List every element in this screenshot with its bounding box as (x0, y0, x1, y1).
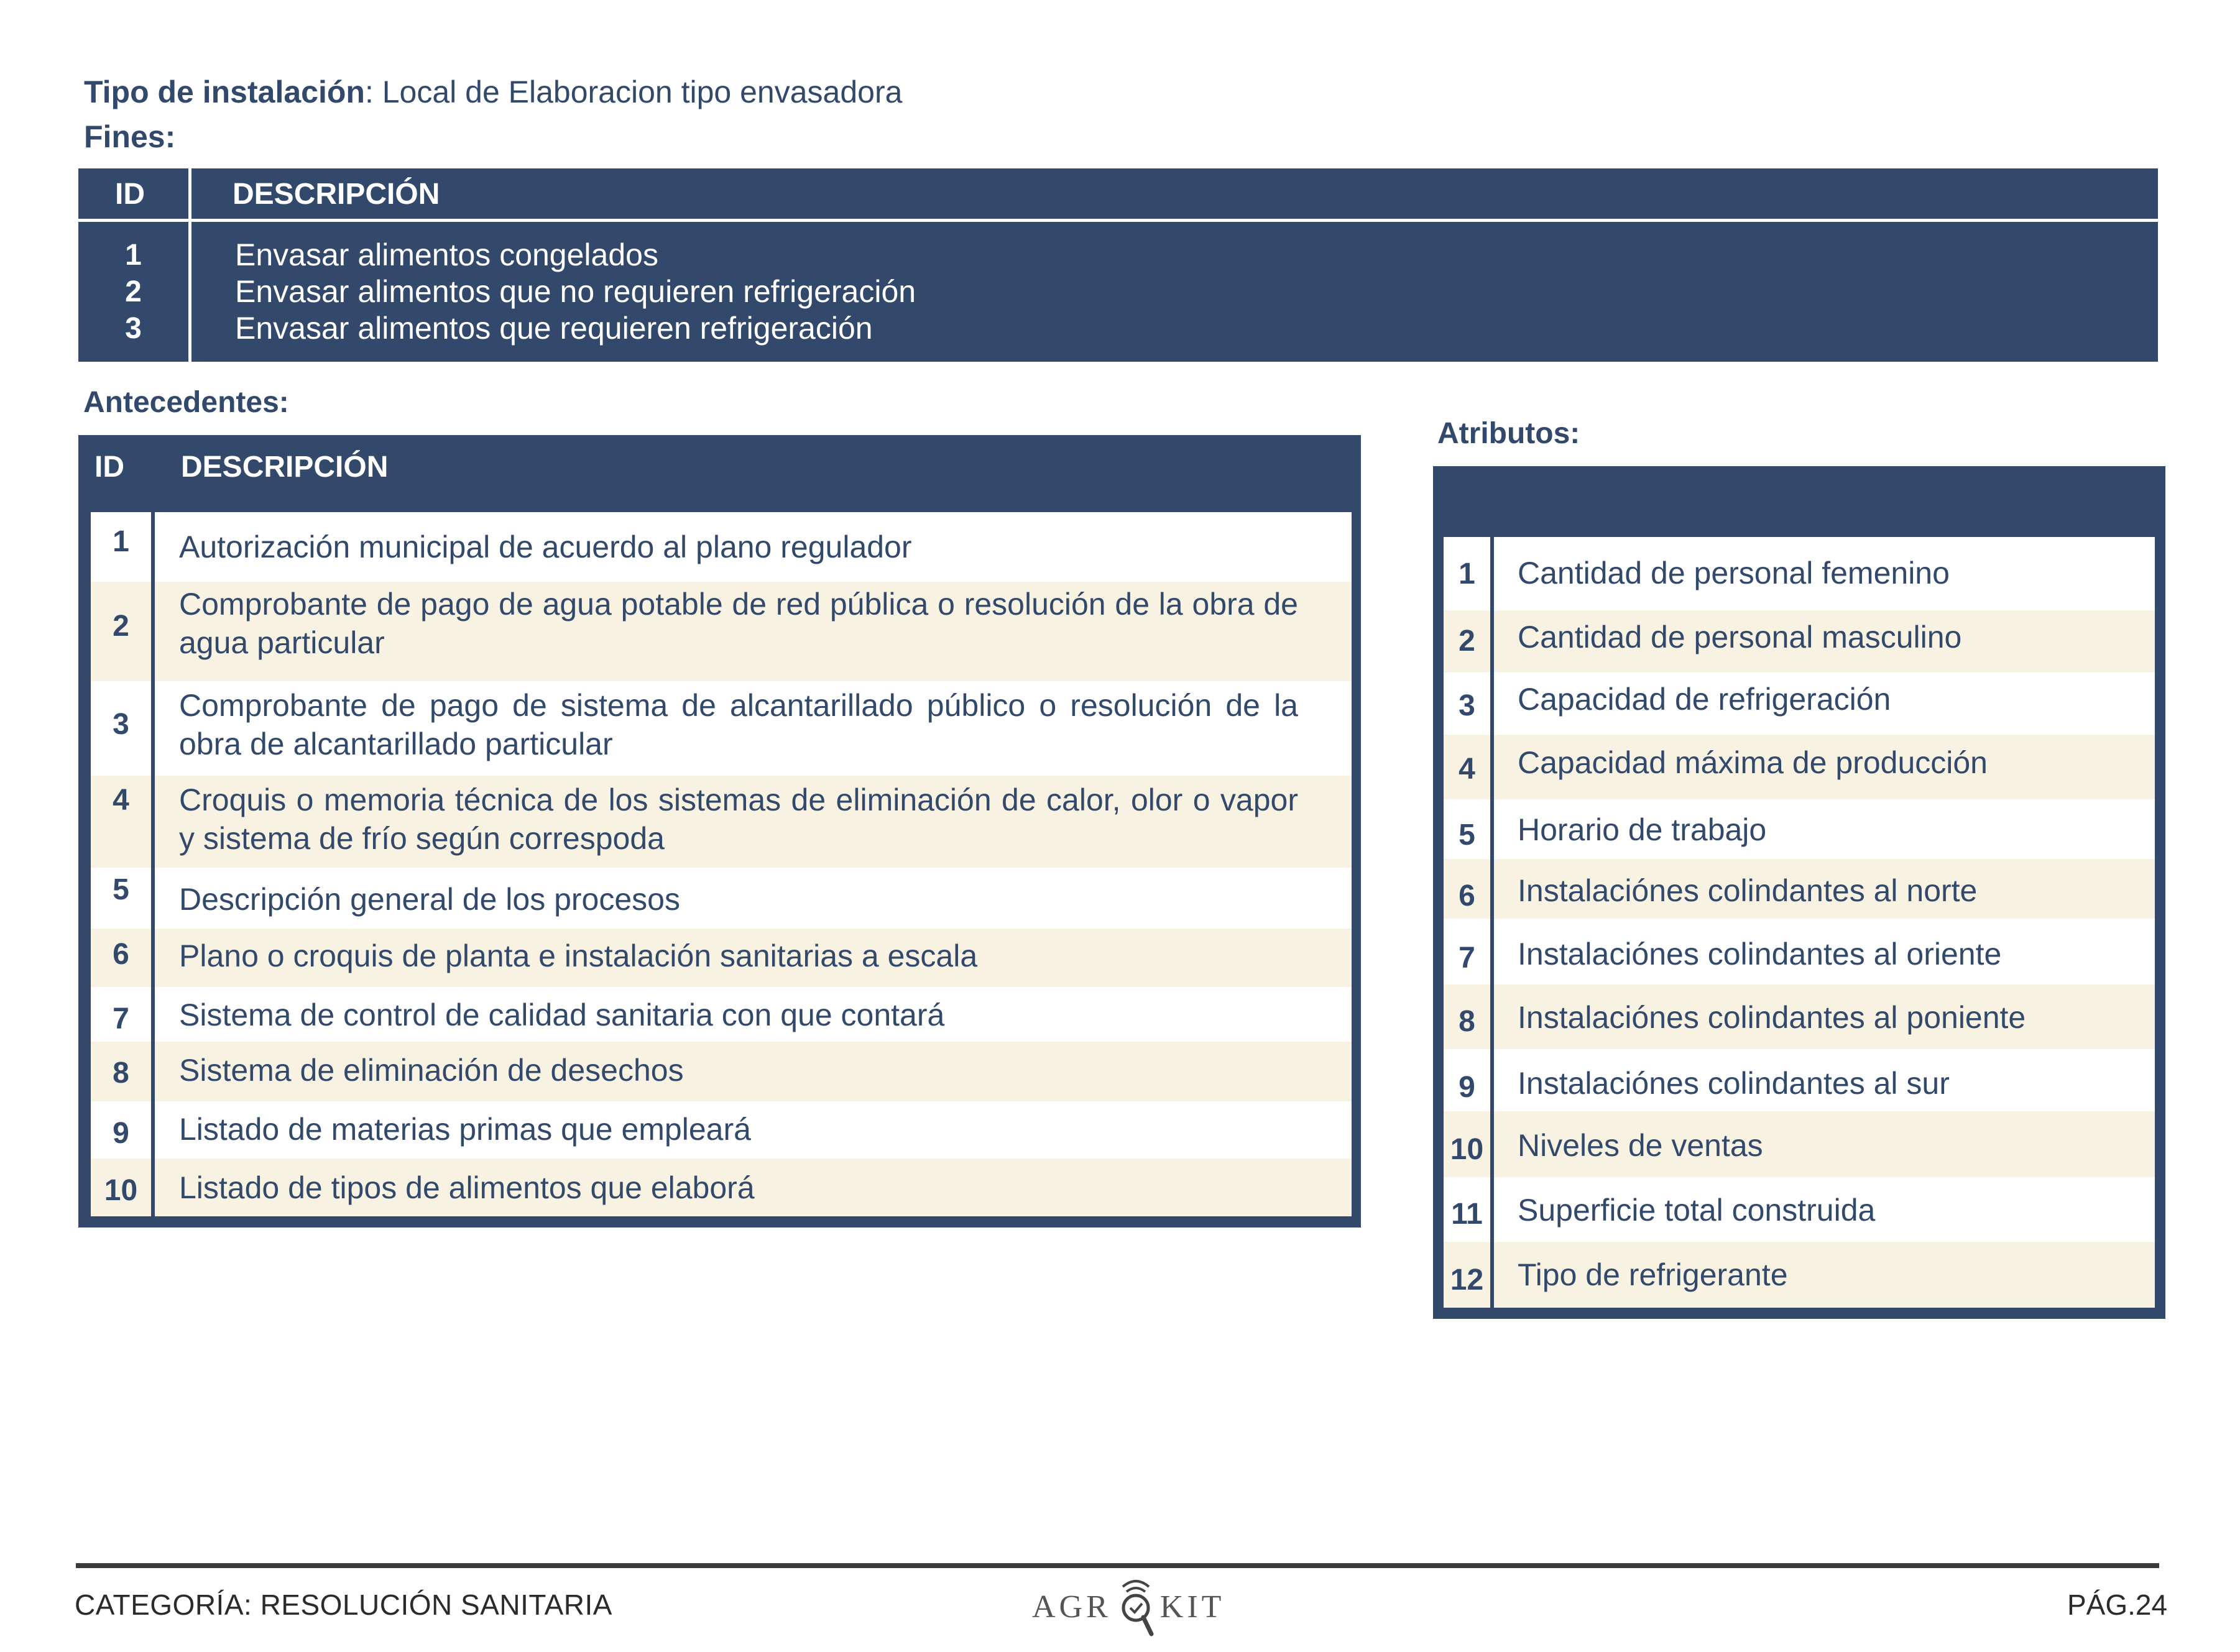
fines-table (78, 168, 2158, 362)
table-row (91, 512, 1352, 582)
fines-table-header (78, 168, 2158, 222)
row-id: 5 (113, 873, 129, 906)
fines-id: 1 (125, 239, 142, 272)
row-id: 11 (1451, 1198, 1483, 1231)
table-row (1444, 1111, 2155, 1177)
antecedentes-header-description: DESCRIPCIÓN (181, 451, 389, 484)
table-row (1444, 1242, 2155, 1308)
fines-item: Envasar alimentos congelados (235, 237, 658, 272)
antecedentes-table-body (91, 512, 1352, 1216)
row-description: Comprobante de pago de sistema de alcantarillado público o resolución de la obra de alcantarillado particular (179, 688, 1298, 761)
table-row (91, 987, 1352, 1042)
table-row (91, 929, 1352, 987)
row-id: 9 (1459, 1071, 1475, 1104)
row-attribute: Instalaciónes colindantes al poniente (1518, 1000, 2026, 1035)
atributos-column-divider (1490, 537, 1494, 1308)
row-attribute: Horario de trabajo (1518, 812, 1767, 847)
footer-divider (76, 1563, 2159, 1568)
row-attribute: Niveles de ventas (1518, 1128, 1763, 1163)
row-description: Comprobante de pago de agua potable de red pública o resolución de la obra de agua particular (179, 587, 1298, 660)
row-id: 3 (113, 708, 129, 741)
row-description: Listado de materias primas que empleará (179, 1112, 751, 1147)
antecedentes-header-id: ID (94, 451, 124, 484)
row-description: Plano o croquis de planta e instalación sanitarias a escala (179, 938, 978, 973)
table-row (1444, 537, 2155, 610)
row-id: 7 (113, 1003, 129, 1035)
row-id: 12 (1450, 1264, 1484, 1296)
row-id: 1 (1459, 558, 1475, 590)
table-row (1444, 859, 2155, 919)
fines-header-description: DESCRIPCIÓN (233, 178, 440, 211)
row-description: Sistema de eliminación de desechos (179, 1053, 684, 1088)
row-id: 6 (113, 938, 129, 971)
table-row (91, 1042, 1352, 1101)
row-attribute: Capacidad de refrigeración (1518, 682, 1891, 717)
row-id: 10 (1450, 1133, 1484, 1166)
row-id: 7 (1459, 942, 1475, 975)
page-number: PÁG.24 (2067, 1589, 2168, 1621)
table-row (1444, 984, 2155, 1049)
table-row (1444, 735, 2155, 799)
table-row (91, 1159, 1352, 1216)
fines-item: Envasar alimentos que requieren refrigeración (235, 311, 873, 346)
fines-id: 2 (125, 275, 142, 308)
table-row (91, 582, 1352, 681)
row-id: 8 (1459, 1005, 1475, 1038)
row-id: 2 (113, 610, 129, 643)
logo-text-right: KIT (1159, 1589, 1225, 1625)
row-id: 3 (1459, 689, 1475, 722)
installation-type-label: Tipo de instalación (84, 75, 365, 109)
row-description: Descripción general de los procesos (179, 882, 680, 917)
row-id: 8 (113, 1057, 129, 1090)
table-row (1444, 919, 2155, 984)
row-attribute: Cantidad de personal femenino (1518, 556, 1950, 590)
installation-type-value: : Local de Elaboracion tipo envasadora (364, 75, 903, 109)
table-row (91, 1101, 1352, 1159)
row-id: 1 (113, 525, 129, 558)
fines-header-id: ID (115, 178, 145, 211)
fines-description-column (235, 237, 916, 347)
antecedentes-heading: Antecedentes: (83, 386, 289, 419)
fines-heading: Fines: (84, 119, 176, 154)
magnifier-icon (1114, 1576, 1158, 1638)
row-id: 5 (1459, 819, 1475, 851)
table-row (1444, 1049, 2155, 1111)
row-attribute: Instalaciónes colindantes al sur (1518, 1066, 1950, 1101)
atributos-table-body (1444, 537, 2155, 1308)
table-row (1444, 610, 2155, 672)
atributos-table (1433, 466, 2165, 1319)
fines-id-column (78, 237, 188, 347)
agrokit-logo (1032, 1576, 1225, 1638)
antecedentes-table (78, 435, 1361, 1228)
fines-column-divider (188, 168, 191, 362)
row-attribute: Cantidad de personal masculino (1518, 620, 1962, 654)
row-id: 4 (1459, 753, 1475, 786)
footer-category: CATEGORÍA: RESOLUCIÓN SANITARIA (75, 1589, 612, 1621)
table-row (91, 681, 1352, 776)
row-id: 2 (1459, 625, 1475, 658)
row-attribute: Tipo de refrigerante (1518, 1257, 1788, 1292)
fines-id: 3 (125, 312, 142, 345)
row-attribute: Instalaciónes colindantes al oriente (1518, 937, 2002, 971)
row-description: Autorización municipal de acuerdo al plano regulador (179, 530, 912, 564)
row-attribute: Instalaciónes colindantes al norte (1518, 873, 1978, 908)
row-id: 6 (1459, 879, 1475, 912)
fines-item: Envasar alimentos que no requieren refrigeración (235, 274, 916, 309)
row-attribute: Superficie total construida (1518, 1193, 1876, 1228)
table-row (1444, 672, 2155, 735)
row-description: Listado de tipos de alimentos que elaborá (179, 1170, 755, 1205)
row-attribute: Capacidad máxima de producción (1518, 745, 1988, 780)
table-row (91, 868, 1352, 929)
table-row (1444, 799, 2155, 859)
row-id: 10 (104, 1174, 138, 1207)
table-row (1444, 1177, 2155, 1242)
row-id: 4 (113, 784, 129, 817)
table-row (91, 776, 1352, 868)
row-id: 9 (113, 1117, 129, 1150)
row-description: Sistema de control de calidad sanitaria con que contará (179, 998, 945, 1032)
antecedentes-column-divider (151, 512, 155, 1216)
installation-type-line (84, 73, 902, 111)
row-description: Croquis o memoria técnica de los sistemas de eliminación de calor, olor o vapor y sistema de frío según correspoda (179, 782, 1298, 856)
logo-text-left: AGR (1032, 1589, 1112, 1625)
atributos-heading: Atributos: (1437, 417, 1580, 450)
